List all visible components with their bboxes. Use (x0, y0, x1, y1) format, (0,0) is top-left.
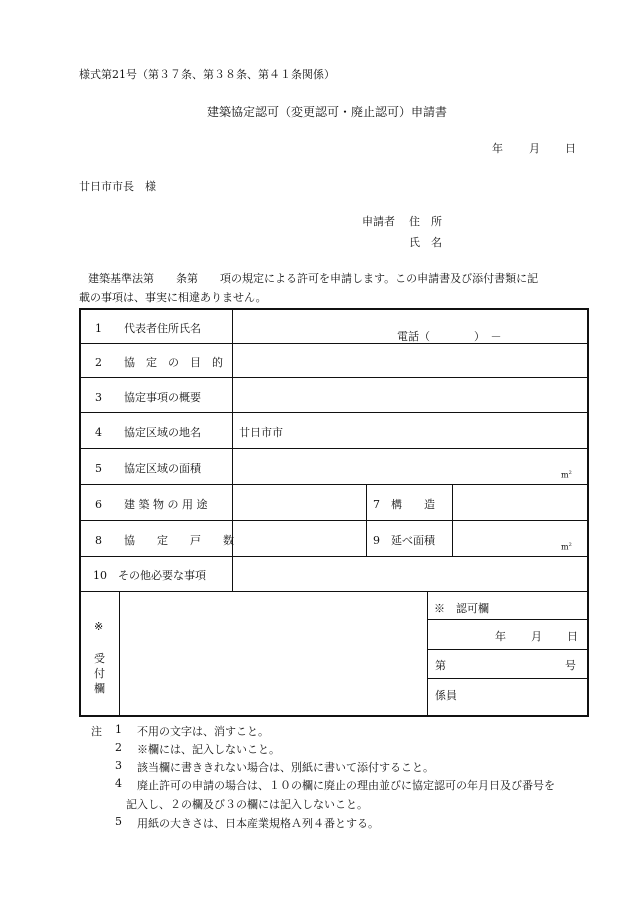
form-number: 様式第21号（第３７条、第３８条、第４１条関係） (79, 68, 335, 81)
area-unit-2: m 2 (561, 542, 572, 552)
row-8-label: 8 協 定 戸 数 (95, 534, 234, 547)
addressee: 廿日市市長 様 (79, 180, 156, 193)
date-month: 月 (529, 142, 540, 155)
row-3-label: 3 協定事項の概要 (95, 391, 201, 404)
date-year: 年 (492, 142, 503, 155)
page-title: 建築協定認可（変更認可・廃止認可）申請書 (207, 105, 448, 119)
approval-month: 月 (531, 630, 542, 643)
note-text-3: 該当欄に書ききれない場合は、別紙に書いて添付すること。 (137, 761, 434, 774)
approval-number-prefix: 第 (435, 659, 446, 672)
receipt-char-3: 欄 (94, 682, 105, 695)
applicant-label: 申請者 (362, 215, 395, 228)
note-text-5: 用紙の大きさは、日本産業規格Ａ列４番とする。 (137, 817, 379, 830)
name-label: 氏 名 (409, 236, 442, 249)
row-2-label: 2 協 定 の 目 的 (95, 356, 223, 369)
approval-header: ※ 認可欄 (434, 602, 489, 615)
phone-label: 電話（ ） － (397, 330, 502, 343)
note-text-1: 不用の文字は、消すこと。 (137, 725, 269, 738)
row-4-value: 廿日市市 (239, 426, 283, 439)
receipt-mark: ※ (94, 620, 104, 633)
row-9-label: 9 延べ面積 (373, 534, 435, 547)
note-text-4-cont: 記入し、２の欄及び３の欄には記入しないこと。 (126, 798, 368, 811)
notes-prefix: 注 (91, 725, 102, 738)
receipt-char-2: 付 (94, 667, 105, 680)
note-num-3: 3 (115, 759, 122, 772)
area-unit-1: m 2 (561, 470, 572, 480)
row-7-label: 7 構 造 (373, 498, 435, 511)
note-text-2: ※欄には、記入しないこと。 (137, 743, 280, 756)
row-6-label: 6 建 築 物 の 用 途 (95, 498, 208, 511)
date-day: 日 (565, 142, 576, 155)
approval-number-suffix: 号 (565, 659, 576, 672)
row-10-label: 10 その他必要な事項 (93, 569, 206, 582)
approval-year: 年 (495, 630, 506, 643)
note-num-1: 1 (115, 723, 122, 736)
row-1-label: 1 代表者住所氏名 (95, 322, 201, 335)
row-4-label: 4 協定区域の地名 (95, 426, 201, 439)
address-label: 住 所 (409, 215, 442, 228)
approval-clerk: 係員 (435, 689, 457, 702)
note-num-2: 2 (115, 741, 122, 754)
approval-day: 日 (567, 630, 578, 643)
row-5-label: 5 協定区域の面積 (95, 462, 201, 475)
application-form-table (79, 308, 589, 717)
note-text-4: 廃止許可の申請の場合は、１０の欄に廃止の理由並びに協定認可の年月日及び番号を (137, 779, 555, 792)
note-num-4: 4 (115, 777, 122, 790)
intro-line-2: 載の事項は、事実に相違ありません。 (79, 291, 267, 304)
note-num-5: 5 (115, 815, 122, 828)
receipt-char-1: 受 (94, 652, 105, 665)
intro-line-1: 建築基準法第 条第 項の規定による許可を申請します。この申請書及び添付書類に記 (88, 272, 539, 285)
